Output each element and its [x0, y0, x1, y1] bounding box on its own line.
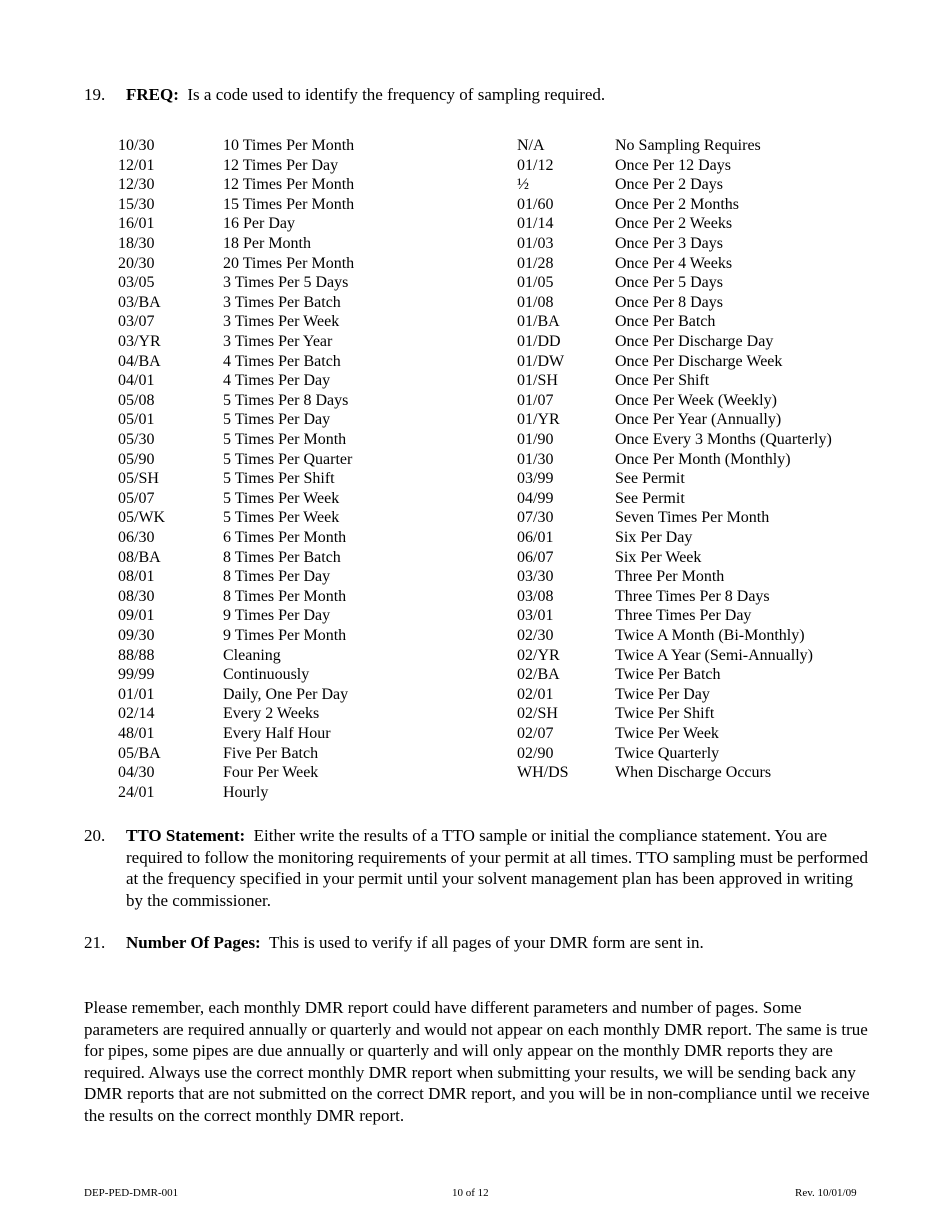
- item-20: [84, 825, 874, 911]
- reminder-paragraph: Please remember, each monthly DMR report could have different parameters and number of pages. Some parameters are required annually or quarterly and would not appear on each monthly DMR report. The same is true for pipes, some pipes are due annually or quarterly and will only appear on the monthly DMR reports they are required. Always use the correct monthly DMR report when submitting your results, we will be sending back any DMR reports that are not submitted on the correct DMR report, and you will be in non-compliance until we receive the results on the correct monthly DMR report.: [84, 998, 870, 1125]
- frequency-description: 3 Times Per 5 Days: [223, 274, 349, 292]
- frequency-code: 01/03: [517, 235, 554, 252]
- frequency-code: 05/30: [118, 431, 155, 448]
- frequency-code: 06/01: [517, 529, 554, 546]
- frequency-code: 03/30: [517, 568, 554, 586]
- frequency-description: Twice Per Shift: [615, 705, 715, 723]
- frequency-code: 01/12: [517, 156, 554, 174]
- frequency-description: 10 Times Per Month: [223, 137, 355, 154]
- frequency-code: 05/01: [118, 411, 155, 429]
- item-21-text: This is used to verify if all pages of your DMR form are sent in.: [268, 933, 704, 952]
- frequency-code: 20/30: [118, 254, 155, 272]
- frequency-code: 03/99: [517, 470, 554, 488]
- frequency-code: 07/30: [517, 509, 554, 527]
- footer-page-number: 10 of 12: [452, 1187, 489, 1199]
- frequency-description: Three Times Per 8 Days: [615, 587, 770, 605]
- frequency-code: 04/99: [517, 489, 554, 507]
- frequency-description: Twice Per Batch: [615, 666, 721, 684]
- frequency-code: 16/01: [118, 215, 155, 233]
- frequency-description: 5 Times Per Week: [223, 489, 340, 507]
- frequency-description: 8 Times Per Batch: [223, 548, 341, 566]
- item-20-number: 20.: [84, 826, 106, 845]
- item-21: [84, 932, 874, 954]
- frequency-code: 01/14: [517, 215, 554, 233]
- frequency-description: Once Per Month (Monthly): [615, 450, 791, 468]
- frequency-code: 03/05: [118, 274, 155, 292]
- frequency-code: 02/SH: [517, 705, 558, 723]
- frequency-code: 01/YR: [517, 411, 560, 429]
- frequency-code: 02/30: [517, 627, 554, 644]
- item-20-label: TTO Statement:: [126, 826, 246, 845]
- frequency-code: 04/01: [118, 372, 155, 390]
- frequency-code: 01/28: [517, 254, 554, 272]
- frequency-description: Once Per 3 Days: [615, 235, 723, 252]
- frequency-description: See Permit: [615, 489, 685, 507]
- frequency-description: Once Per Discharge Day: [615, 333, 774, 350]
- frequency-description: 3 Times Per Year: [223, 333, 333, 350]
- frequency-description: Twice A Year (Semi-Annually): [615, 646, 813, 664]
- frequency-code: 05/90: [118, 450, 155, 468]
- frequency-description: Once Per Batch: [615, 313, 716, 331]
- frequency-code: 12/30: [118, 176, 155, 194]
- frequency-code: 01/08: [517, 293, 554, 311]
- frequency-description: 9 Times Per Day: [223, 607, 331, 625]
- frequency-description: 3 Times Per Week: [223, 313, 340, 331]
- frequency-description: 16 Per Day: [223, 215, 295, 233]
- frequency-description: 3 Times Per Batch: [223, 293, 341, 311]
- frequency-description: Twice Per Day: [615, 685, 710, 703]
- frequency-code: 04/BA: [118, 352, 161, 370]
- frequency-description: 5 Times Per 8 Days: [223, 391, 349, 409]
- frequency-description: 8 Times Per Month: [223, 587, 347, 605]
- frequency-description: Once Per Shift: [615, 372, 710, 390]
- frequency-description: 12 Times Per Month: [223, 176, 355, 194]
- frequency-description: Once Per 4 Weeks: [615, 254, 733, 272]
- frequency-description: Once Per Year (Annually): [615, 411, 782, 429]
- frequency-code: 01/SH: [517, 372, 558, 390]
- frequency-description: Daily, One Per Day: [223, 685, 349, 703]
- frequency-code: 88/88: [118, 646, 155, 664]
- frequency-code: 01/07: [517, 391, 554, 409]
- frequency-description: When Discharge Occurs: [615, 764, 772, 782]
- frequency-code: 03/01: [517, 607, 554, 625]
- frequency-code: 06/07: [517, 548, 554, 566]
- frequency-description: 15 Times Per Month: [223, 195, 355, 213]
- frequency-description: Three Times Per Day: [615, 607, 752, 625]
- frequency-code: 05/SH: [118, 470, 159, 488]
- item-19-number: 19.: [84, 85, 106, 104]
- frequency-description: 18 Per Month: [223, 235, 311, 252]
- frequency-code: 01/60: [517, 195, 554, 213]
- frequency-description: Hourly: [223, 783, 269, 801]
- frequency-code: 04/30: [118, 764, 155, 782]
- frequency-description: 4 Times Per Day: [223, 372, 331, 390]
- frequency-code: 02/07: [517, 725, 554, 742]
- frequency-code: N/A: [517, 137, 545, 154]
- frequency-description: Once Per 2 Days: [615, 176, 723, 194]
- frequency-description: No Sampling Requires: [615, 137, 761, 154]
- footer-doc-id: DEP-PED-DMR-001: [84, 1187, 179, 1199]
- frequency-code: 09/01: [118, 607, 155, 625]
- frequency-description: Once Per 8 Days: [615, 293, 723, 311]
- frequency-description: 4 Times Per Batch: [223, 352, 341, 370]
- frequency-description: Twice Quarterly: [615, 744, 720, 762]
- frequency-code: 02/BA: [517, 666, 560, 684]
- frequency-code: 09/30: [118, 627, 155, 644]
- frequency-description: 5 Times Per Quarter: [223, 450, 353, 468]
- frequency-description: Three Per Month: [615, 568, 725, 586]
- frequency-code: 01/DW: [517, 352, 565, 370]
- frequency-code: 24/01: [118, 783, 155, 801]
- frequency-description: Continuously: [223, 666, 310, 684]
- frequency-code: 99/99: [118, 666, 155, 684]
- frequency-code: 05/WK: [118, 509, 166, 527]
- frequency-code: 15/30: [118, 195, 155, 213]
- frequency-code: 18/30: [118, 235, 155, 252]
- item-21-label: Number Of Pages:: [126, 933, 261, 952]
- frequency-code: 02/90: [517, 744, 554, 762]
- frequency-description: Twice A Month (Bi-Monthly): [615, 627, 805, 644]
- frequency-description: Once Per 5 Days: [615, 274, 723, 292]
- frequency-code: 01/05: [517, 274, 554, 292]
- frequency-description: Seven Times Per Month: [615, 509, 770, 527]
- frequency-description: 5 Times Per Month: [223, 431, 347, 448]
- item-19-label: FREQ:: [126, 85, 179, 104]
- frequency-code: 08/01: [118, 568, 155, 586]
- frequency-code: 08/BA: [118, 548, 161, 566]
- frequency-code: 01/DD: [517, 333, 561, 350]
- frequency-code: 01/01: [118, 685, 155, 703]
- frequency-code: 05/08: [118, 391, 155, 409]
- frequency-code: ½: [517, 176, 529, 194]
- frequency-code: 08/30: [118, 587, 155, 605]
- frequency-description: Twice Per Week: [615, 725, 719, 742]
- frequency-description: Five Per Batch: [223, 744, 319, 762]
- frequency-description: Once Every 3 Months (Quarterly): [615, 431, 832, 448]
- frequency-code: 03/YR: [118, 333, 161, 350]
- frequency-description: Once Per 2 Months: [615, 195, 739, 213]
- frequency-code: 02/YR: [517, 646, 560, 664]
- frequency-description: Four Per Week: [223, 764, 319, 782]
- frequency-description: Once Per Week (Weekly): [615, 391, 777, 409]
- frequency-description: Cleaning: [223, 646, 281, 664]
- frequency-description: Once Per 2 Weeks: [615, 215, 733, 233]
- frequency-description: 8 Times Per Day: [223, 568, 331, 586]
- frequency-description: 6 Times Per Month: [223, 529, 347, 546]
- frequency-description: 5 Times Per Shift: [223, 470, 335, 488]
- frequency-code: 48/01: [118, 725, 155, 742]
- frequency-code: 01/BA: [517, 313, 560, 331]
- frequency-code: 03/BA: [118, 293, 161, 311]
- frequency-description: 20 Times Per Month: [223, 254, 355, 272]
- frequency-description: 9 Times Per Month: [223, 627, 347, 644]
- frequency-code: 03/08: [517, 587, 554, 605]
- footer-revision: Rev. 10/01/09: [795, 1187, 857, 1199]
- item-21-number: 21.: [84, 933, 106, 952]
- frequency-description: 5 Times Per Day: [223, 411, 331, 429]
- item-20-text: Either write the results of a TTO sample or initial the compliance statement. You are required to follow the monitoring requirements of your permit at all times. TTO sampling must be performed at the frequency specified in your permit until your solvent management plan has been approved in writing by the commissioner.: [126, 826, 869, 910]
- item-19-text: Is a code used to identify the frequency of sampling required.: [187, 85, 606, 104]
- frequency-description: Six Per Day: [615, 529, 693, 546]
- frequency-code: 01/30: [517, 450, 554, 468]
- frequency-description: 12 Times Per Day: [223, 156, 339, 174]
- item-19: [84, 84, 874, 106]
- frequency-description: 5 Times Per Week: [223, 509, 340, 527]
- frequency-description: Once Per 12 Days: [615, 156, 731, 174]
- frequency-code: WH/DS: [517, 764, 569, 782]
- frequency-description: Once Per Discharge Week: [615, 352, 783, 370]
- frequency-code: 03/07: [118, 313, 155, 331]
- frequency-code: 02/01: [517, 685, 554, 703]
- frequency-code: 10/30: [118, 137, 155, 154]
- frequency-code: 02/14: [118, 705, 155, 723]
- frequency-description: Six Per Week: [615, 548, 702, 566]
- frequency-description: Every 2 Weeks: [223, 705, 320, 723]
- frequency-code: 06/30: [118, 529, 155, 546]
- frequency-code: 05/07: [118, 489, 155, 507]
- frequency-description: Every Half Hour: [223, 725, 331, 742]
- frequency-description: See Permit: [615, 470, 685, 488]
- frequency-code: 12/01: [118, 156, 155, 174]
- frequency-code: 01/90: [517, 431, 554, 448]
- frequency-code: 05/BA: [118, 744, 161, 762]
